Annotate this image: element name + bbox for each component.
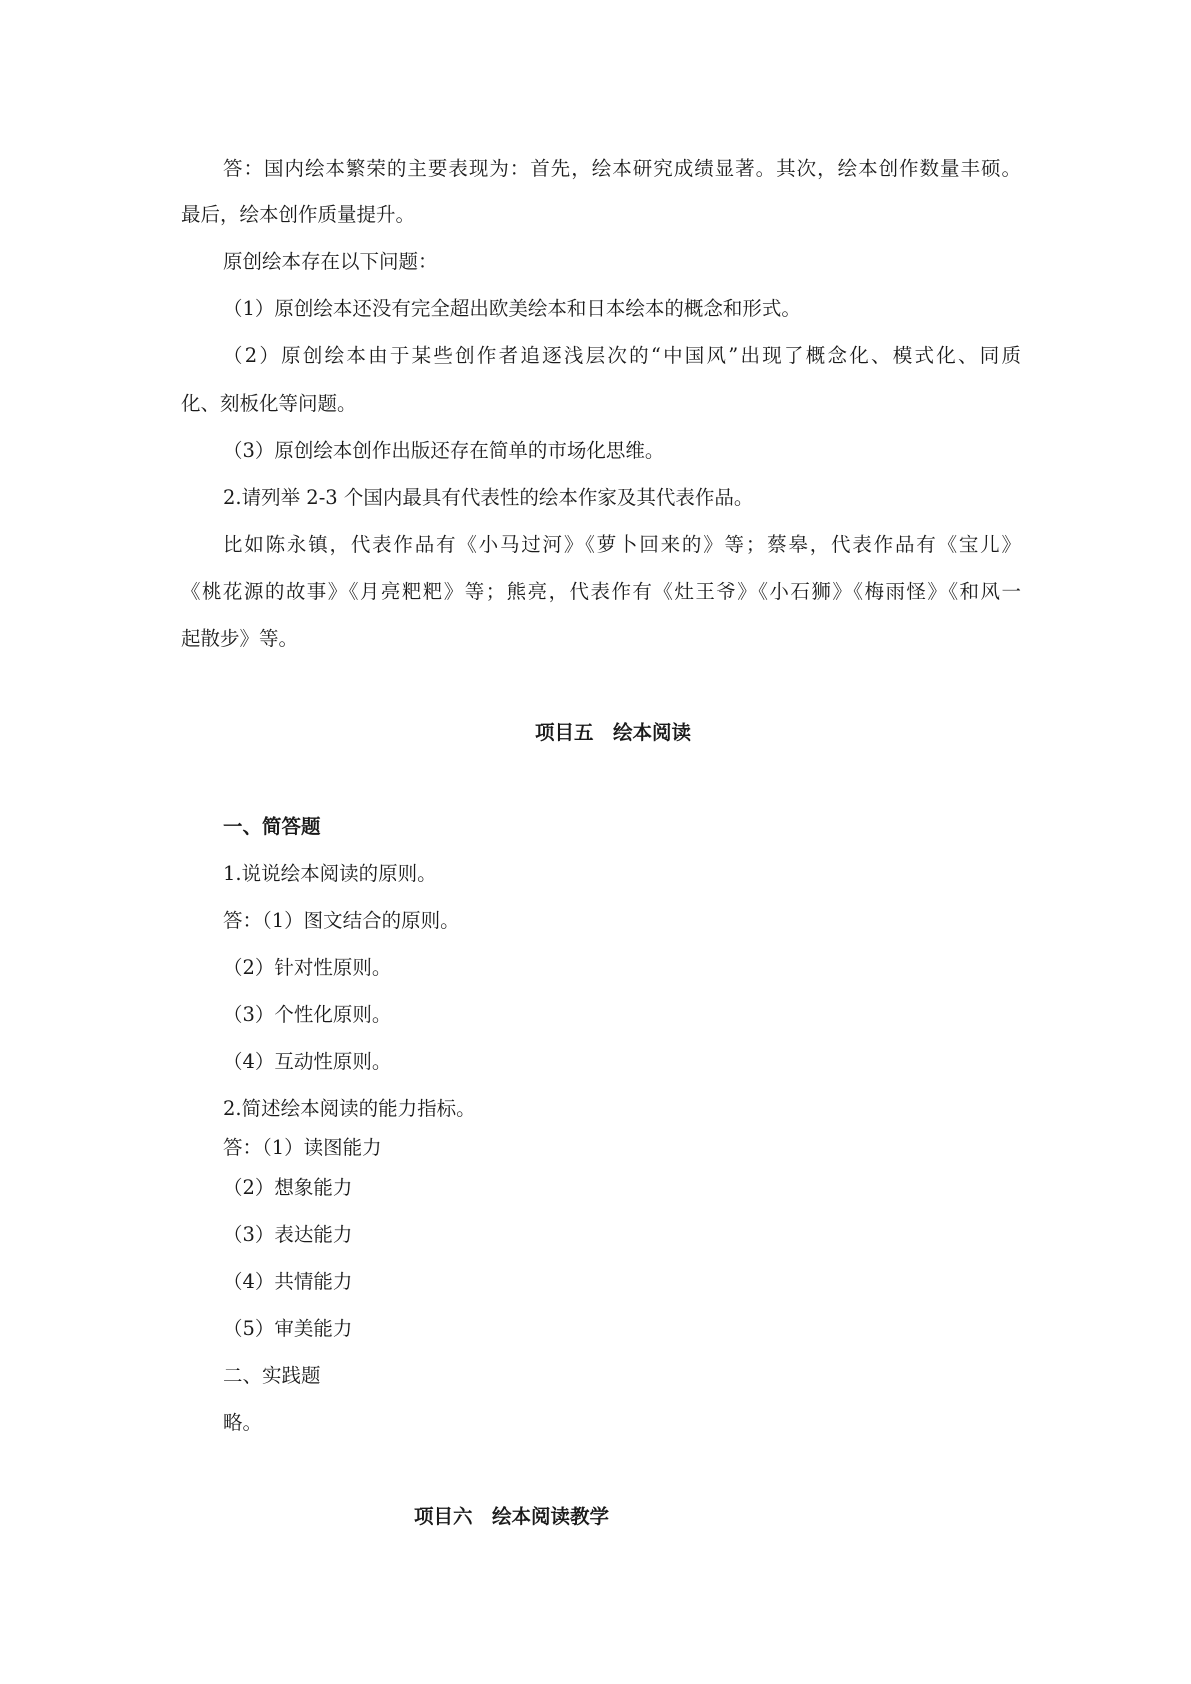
section5-q2-answer-1: 答：（1）读图能力 (223, 1136, 382, 1159)
section5-q2: 2.简述绘本阅读的能力指标。 (223, 1097, 476, 1120)
problem-3: （3）原创绘本创作出版还存在简单的市场化思维。 (223, 439, 665, 462)
answer2-line2: 《桃花源的故事》《月亮粑粑》等；熊亮，代表作有《灶王爷》《小石狮》《梅雨怪》《和风一 (181, 580, 1021, 603)
section5-q2-answer-2: （2）想象能力 (223, 1176, 353, 1199)
answer1-line2: 最后，绘本创作质量提升。 (181, 203, 416, 226)
answer2-line3: 起散步》等。 (181, 627, 299, 650)
section5-q2-answer-5: （5）审美能力 (223, 1317, 353, 1340)
section5-q1-answer-1: 答：（1）图文结合的原则。 (223, 909, 460, 932)
section5-part2-answer: 略。 (223, 1411, 263, 1434)
answer2-line1: 比如陈永镇，代表作品有《小马过河》《萝卜回来的》等；蔡皋，代表作品有《宝儿》 (223, 533, 1021, 556)
answer1-line1: 答：国内绘本繁荣的主要表现为：首先，绘本研究成绩显著。其次，绘本创作数量丰硕。 (223, 157, 1021, 180)
section5-q2-answer-4: （4）共情能力 (223, 1270, 353, 1293)
problem-2-line2: 化、刻板化等问题。 (181, 392, 357, 415)
problem-1: （1）原创绘本还没有完全超出欧美绘本和日本绘本的概念和形式。 (223, 297, 801, 320)
section5-q1: 1.说说绘本阅读的原则。 (223, 862, 437, 885)
section5-part1-heading: 一、简答题 (223, 815, 321, 838)
section5-title: 项目五 绘本阅读 (535, 721, 692, 744)
section5-q2-answer-3: （3）表达能力 (223, 1223, 353, 1246)
section5-q1-answer-2: （2）针对性原则。 (223, 956, 392, 979)
section5-q1-answer-4: （4）互动性原则。 (223, 1050, 392, 1073)
section5-part2-heading: 二、实践题 (223, 1364, 321, 1387)
question-2: 2.请列举 2-3 个国内最具有代表性的绘本作家及其代表作品。 (223, 486, 754, 509)
problem-2-line1: （2）原创绘本由于某些创作者追逐浅层次的“中国风”出现了概念化、模式化、同质 (223, 344, 1021, 367)
problems-intro: 原创绘本存在以下问题： (223, 250, 438, 273)
section5-q1-answer-3: （3）个性化原则。 (223, 1003, 392, 1026)
section6-title: 项目六 绘本阅读教学 (414, 1505, 610, 1528)
